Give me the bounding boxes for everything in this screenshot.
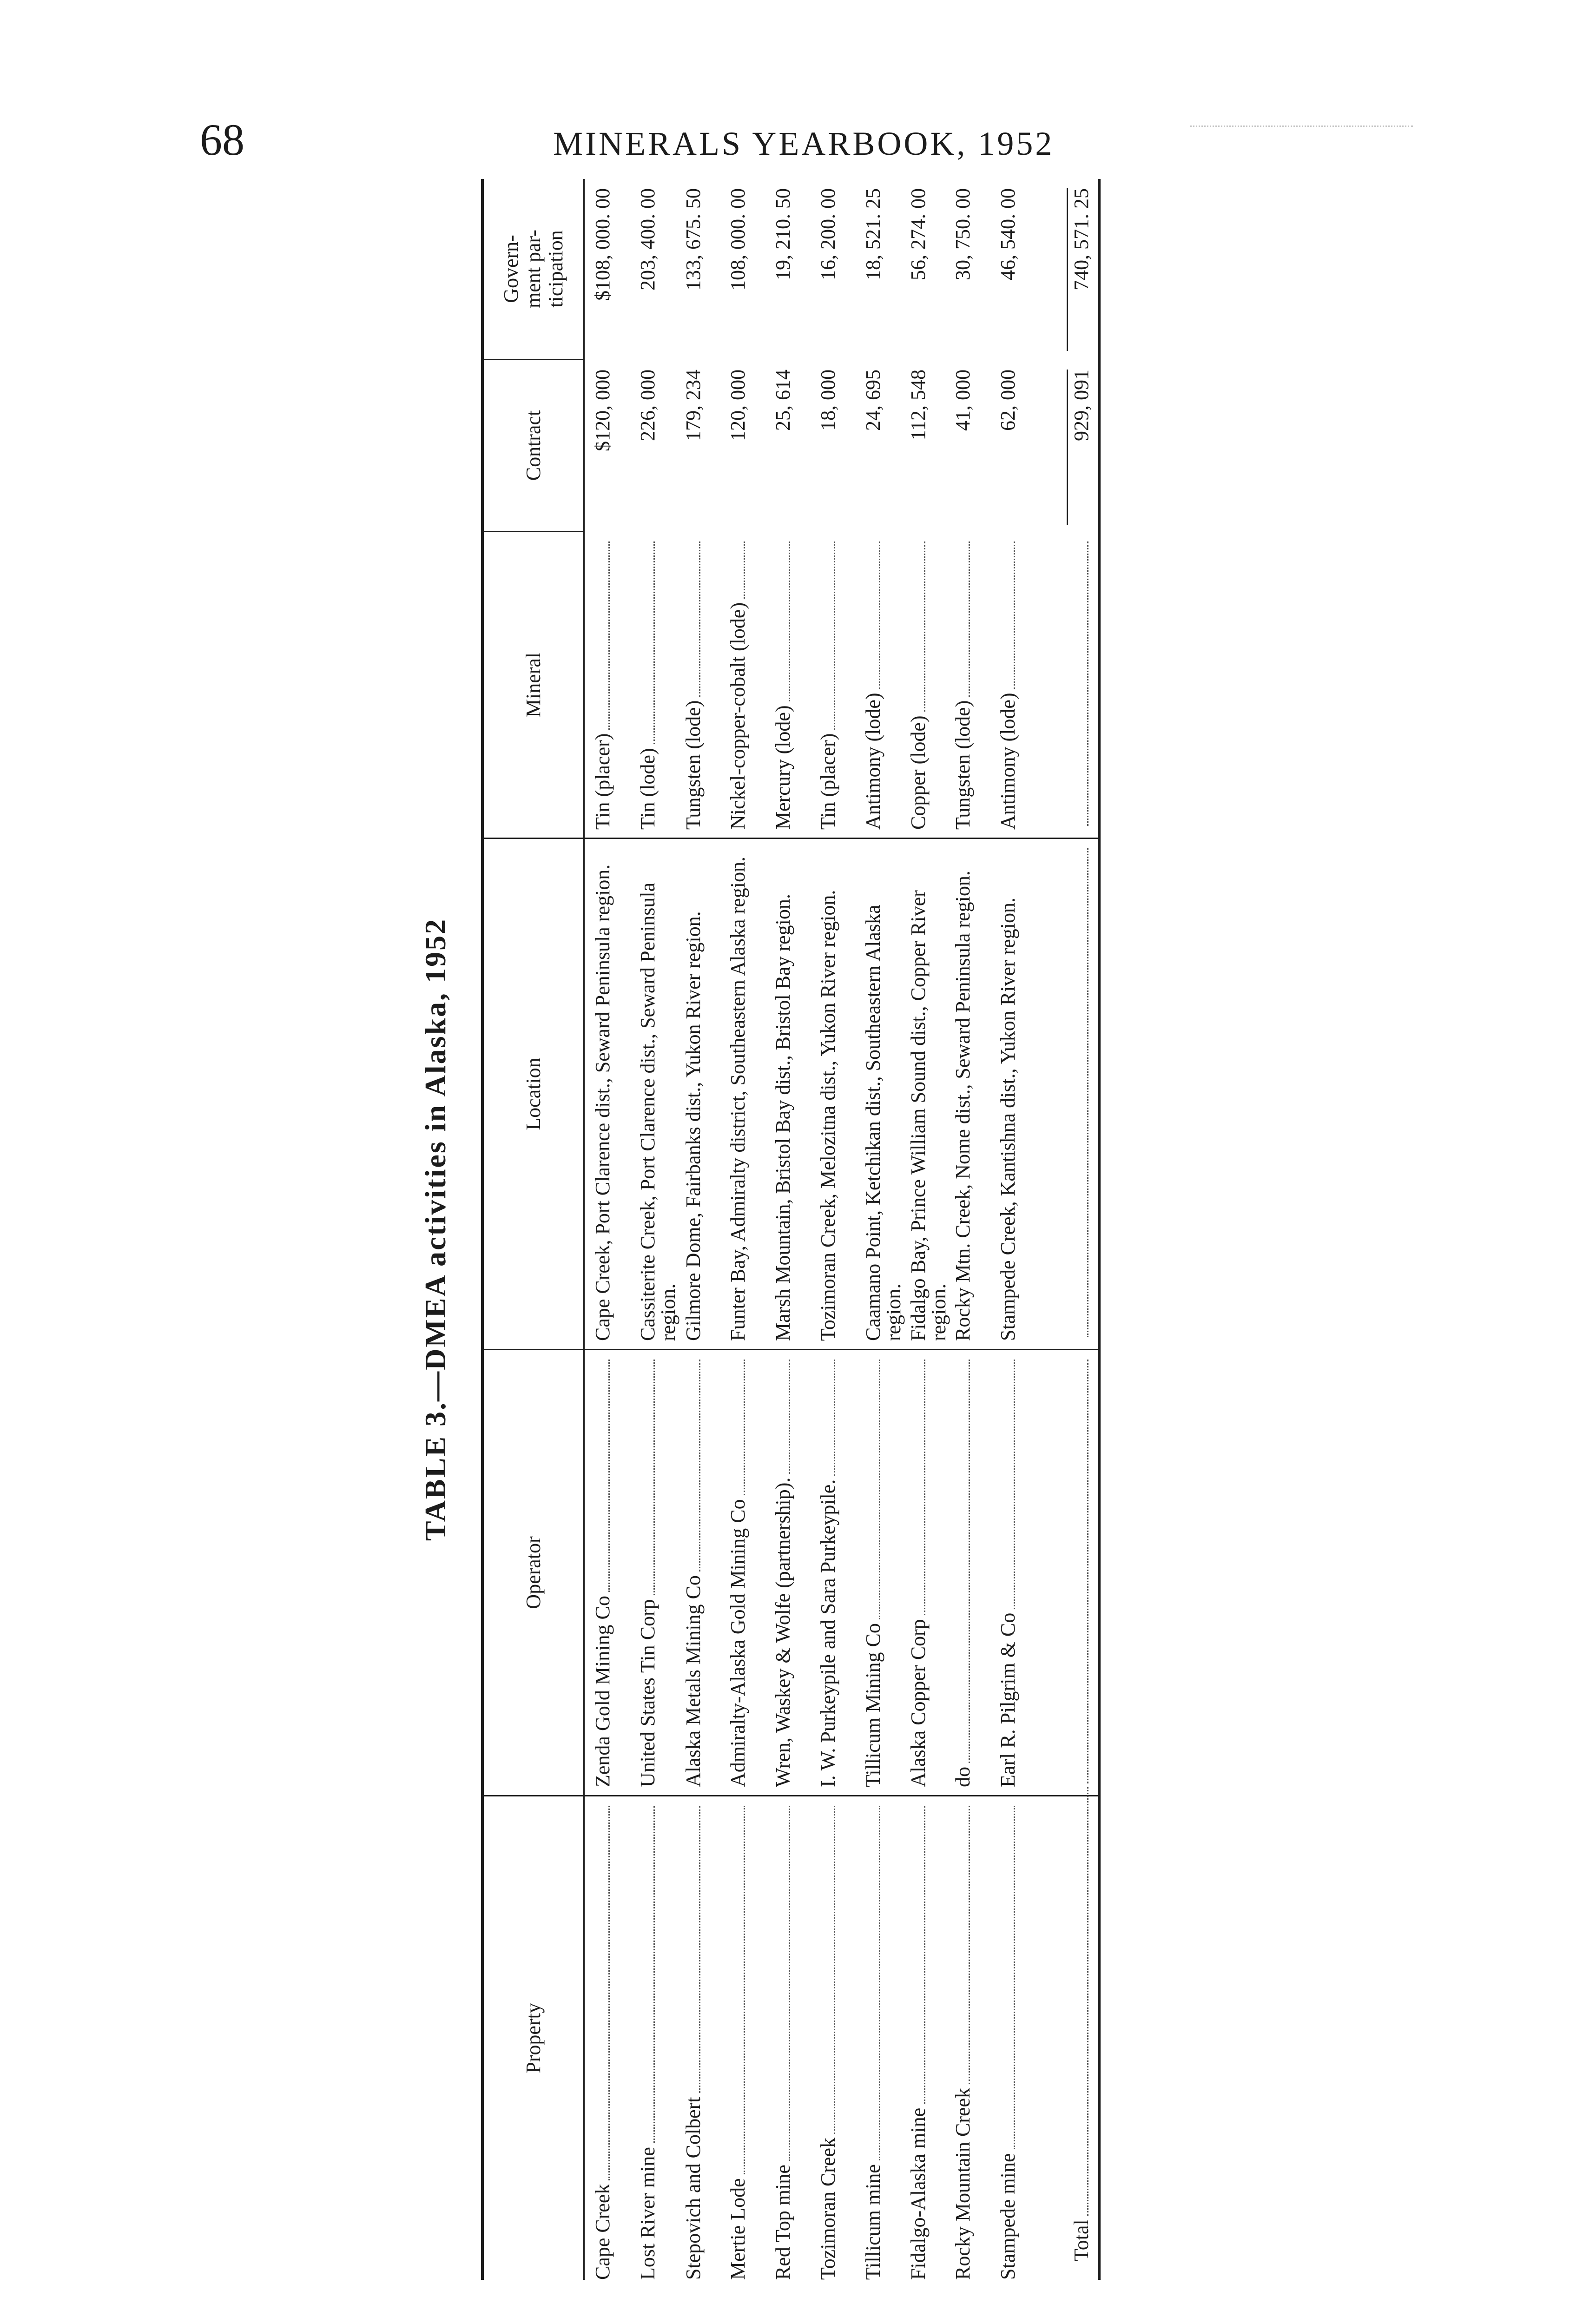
operator-text: do — [951, 1767, 974, 1787]
operator-cell — [728, 1360, 748, 1787]
leader-dots — [1071, 1787, 1088, 2216]
location-cell: Marsh Mountain, Bristol Bay dist., Bristol Bay region. — [772, 894, 794, 1341]
property-cell — [818, 1806, 838, 2280]
mineral-text: Tin (placer) — [591, 733, 614, 830]
leader-dots — [593, 1806, 610, 2180]
table-bottom-rule — [1098, 179, 1101, 2280]
leader-dots — [998, 1806, 1015, 2150]
operator-cell — [638, 1360, 658, 1787]
operator-cell — [818, 1360, 838, 1787]
leader-dots — [863, 1806, 880, 2160]
leader-dots — [998, 541, 1015, 689]
mineral-text: Tungsten (lode) — [682, 700, 705, 830]
column-header-operator: Operator — [522, 1536, 545, 1609]
mineral-cell — [728, 541, 748, 830]
leader-dots — [1071, 541, 1088, 826]
property-cell — [998, 1806, 1018, 2280]
location-cell: Fidalgo Bay, Prince William Sound dist., Copper River region. — [907, 890, 950, 1341]
operator-text: Earl R. Pilgrim & Co — [996, 1612, 1019, 1787]
column-header-property: Property — [522, 2003, 545, 2073]
location-cell: Gilmore Dome, Fairbanks dist., Yukon River region. — [682, 911, 705, 1341]
total-contract: 929, 091 — [1070, 370, 1093, 441]
government-cell: 108, 000. 00 — [726, 188, 749, 290]
table-title: TABLE 3.—DMEA activities in Alaska, 1952 — [419, 918, 452, 1541]
operator-cell — [953, 1360, 973, 1787]
leader-dots — [593, 541, 610, 730]
total-government: 740, 571. 25 — [1070, 188, 1093, 290]
operator-cell — [773, 1360, 793, 1787]
mineral-cell — [773, 541, 793, 830]
total-leader-operator — [1071, 1360, 1088, 1787]
mineral-cell — [908, 541, 929, 830]
operator-text: Tillicum Mining Co — [862, 1623, 884, 1787]
property-text: Cape Creek — [591, 2184, 614, 2280]
leader-dots — [953, 1806, 970, 2084]
leader-dots — [728, 1360, 745, 1495]
government-cell: 56, 274. 00 — [907, 188, 930, 280]
mineral-cell — [998, 541, 1018, 830]
operator-text: I. W. Purkeypile and Sara Purkeypile. — [817, 1479, 839, 1787]
government-cell: 30, 750. 00 — [951, 188, 974, 280]
leader-dots — [818, 1360, 835, 1476]
total-government-rule — [1067, 188, 1068, 351]
mineral-text: Tin (lode) — [636, 748, 659, 830]
mineral-cell — [683, 541, 704, 830]
location-cell: Caamano Point, Ketchikan dist., Southeastern Alaska region. — [862, 905, 905, 1341]
mineral-text: Antimony (lode) — [862, 693, 884, 830]
operator-cell — [683, 1360, 704, 1787]
total-contract-rule — [1067, 370, 1068, 525]
property-text: Stampede mine — [996, 2153, 1019, 2280]
leader-dots — [683, 541, 700, 697]
leader-dots — [593, 1360, 610, 1592]
operator-cell — [593, 1360, 613, 1787]
leader-dots — [953, 1360, 970, 1763]
property-cell — [638, 1806, 658, 2280]
leader-dots — [638, 1360, 655, 1595]
mineral-text: Tungsten (lode) — [951, 700, 974, 830]
contract-cell: 179, 234 — [682, 370, 705, 441]
operator-cell — [998, 1360, 1018, 1787]
government-cell: 46, 540. 00 — [996, 188, 1019, 280]
dmea-table — [418, 179, 1102, 2280]
leader-dots — [773, 1360, 790, 1474]
location-cell: Rocky Mtn. Creek, Nome dist., Seward Peninsula region. — [951, 871, 974, 1341]
property-cell — [593, 1806, 613, 2280]
column-header-mineral: Mineral — [522, 652, 545, 718]
leader-dots — [1071, 1360, 1088, 1783]
leader-dots — [1071, 848, 1088, 1337]
operator-cell — [908, 1360, 929, 1787]
operator-text: Wren, Waskey & Wolfe (partnership). — [772, 1477, 794, 1787]
operator-text: Admiralty-Alaska Gold Mining Co — [726, 1499, 749, 1787]
property-text: Fidalgo-Alaska mine — [907, 2107, 930, 2280]
leader-dots — [728, 541, 745, 599]
mineral-cell — [953, 541, 973, 830]
total-label: Total — [1070, 2219, 1093, 2261]
property-text: Red Top mine — [772, 2165, 794, 2280]
leader-dots — [998, 1360, 1015, 1609]
operator-text: Alaska Copper Corp — [907, 1619, 930, 1787]
leader-dots — [728, 1806, 745, 2174]
government-cell: 203, 400. 00 — [636, 188, 659, 290]
property-text: Tozimoran Creek — [817, 2137, 839, 2280]
contract-cell: 18, 000 — [817, 370, 839, 431]
leader-dots — [638, 1806, 655, 2143]
mineral-cell — [863, 541, 884, 830]
operator-cell — [863, 1360, 884, 1787]
leader-dots — [773, 1806, 790, 2161]
contract-cell: 41, 000 — [951, 370, 974, 431]
operator-text: Zenda Gold Mining Co — [591, 1596, 614, 1787]
government-cell: 18, 521. 25 — [862, 188, 884, 280]
location-cell: Stampede Creek, Kantishna dist., Yukon River region. — [996, 898, 1019, 1341]
total-leader-mineral — [1071, 541, 1088, 830]
column-header-government-participation: Govern- ment par- ticipation — [500, 230, 567, 308]
mineral-cell — [593, 541, 613, 830]
property-cell — [908, 1806, 929, 2280]
contract-cell: 25, 614 — [772, 370, 794, 431]
government-cell: $108, 000. 00 — [591, 188, 614, 301]
mineral-text: Antimony (lode) — [996, 693, 1019, 830]
operator-text: United States Tin Corp — [636, 1599, 659, 1787]
contract-cell: 24, 695 — [862, 370, 884, 431]
leader-dots — [908, 1806, 925, 2104]
leader-dots — [908, 541, 925, 712]
government-cell: 133, 675. 50 — [682, 188, 705, 290]
column-header-location: Location — [522, 1057, 545, 1130]
scan-artifact — [1190, 125, 1413, 131]
leader-dots — [953, 541, 970, 697]
property-text: Tillicum mine — [862, 2164, 884, 2280]
mineral-text: Mercury (lode) — [772, 705, 794, 830]
leader-dots — [863, 541, 880, 689]
mineral-text: Tin (placer) — [817, 733, 839, 830]
contract-cell: 112, 548 — [907, 370, 930, 441]
leader-dots — [818, 1806, 835, 2134]
location-cell: Funter Bay, Admiralty district, Southeastern Alaska region. — [726, 857, 749, 1341]
page-number: 68 — [200, 115, 244, 165]
total-label-cell — [1071, 1787, 1092, 2280]
government-cell: 19, 210. 50 — [772, 188, 794, 280]
property-cell — [863, 1806, 884, 2280]
mineral-cell — [818, 541, 838, 830]
property-cell — [953, 1806, 973, 2280]
property-text: Mertie Lode — [726, 2178, 749, 2280]
contract-cell: $120, 000 — [591, 370, 614, 451]
location-cell: Cassiterite Creek, Port Clarence dist., Seward Peninsula region. — [636, 882, 679, 1341]
contract-cell: 226, 000 — [636, 370, 659, 441]
leader-dots — [683, 1806, 700, 2093]
mineral-text: Copper (lode) — [907, 715, 930, 830]
total-leader-location — [1071, 848, 1088, 1341]
column-header-contract: Contract — [522, 410, 545, 481]
leader-dots — [908, 1360, 925, 1615]
property-text: Lost River mine — [636, 2147, 659, 2280]
government-cell: 16, 200. 00 — [817, 188, 839, 280]
table-header-rule — [583, 179, 585, 2280]
contract-cell: 62, 000 — [996, 370, 1019, 431]
operator-text: Alaska Metals Mining Co — [682, 1575, 705, 1787]
property-cell — [773, 1806, 793, 2280]
location-cell: Cape Creek, Port Clarence dist., Seward Peninsula region. — [591, 864, 614, 1341]
leader-dots — [818, 541, 835, 730]
property-cell — [728, 1806, 748, 2280]
leader-dots — [638, 541, 655, 744]
contract-cell: 120, 000 — [726, 370, 749, 441]
property-cell — [683, 1806, 704, 2280]
leader-dots — [683, 1360, 700, 1571]
leader-dots — [863, 1360, 880, 1619]
property-text: Stepovich and Colbert — [682, 2097, 705, 2280]
property-text: Rocky Mountain Creek — [951, 2087, 974, 2280]
mineral-cell — [638, 541, 658, 830]
location-cell: Tozimoran Creek, Melozitna dist., Yukon River region. — [817, 890, 839, 1341]
leader-dots — [773, 541, 790, 701]
mineral-text: Nickel-copper-cobalt (lode) — [726, 602, 749, 830]
running-head: MINERALS YEARBOOK, 1952 — [553, 125, 1055, 162]
